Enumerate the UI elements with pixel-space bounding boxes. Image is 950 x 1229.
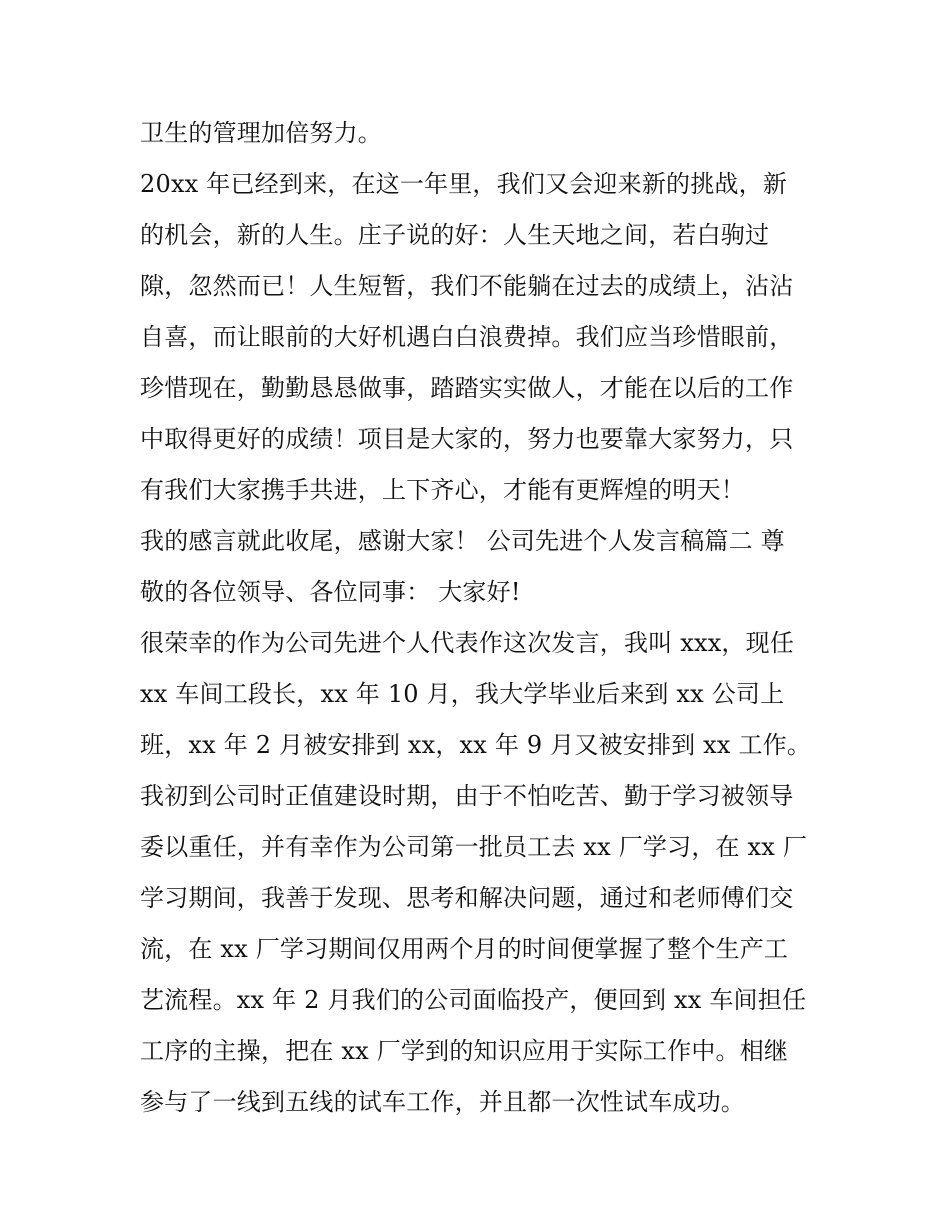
text-line: 很荣幸的作为公司先进个人代表作这次发言，我叫 xxx，现任 [140,629,795,657]
text-line: 隙，忽然而已！人生短暂，我们不能躺在过去的成绩上，沾沾 [140,272,794,300]
text-line: 艺流程。xx 年 2 月我们的公司面临投产，便回到 xx 车间担任 [140,986,807,1014]
text-line: 珍惜现在，勤勤恳恳做事，踏踏实实做人，才能在以后的工作 [140,374,794,402]
text-line: 参与了一线到五线的试车工作，并且都一次性试车成功。 [140,1088,745,1116]
text-line: 的机会，新的人生。庄子说的好：人生天地之间，若白驹过 [140,221,770,249]
text-line: 20xx 年已经到来，在这一年里，我们又会迎来新的挑战，新 [140,170,788,198]
document-body [140,108,830,1128]
text-line: 班，xx 年 2 月被安排到 xx，xx 年 9 月又被安排到 xx 工作。 [140,731,812,759]
text-line: 卫生的管理加倍努力。 [140,119,382,147]
text-line: 我的感言就此收尾，感谢大家！ 公司先进个人发言稿篇二 尊 [140,527,785,555]
text-line: 流，在 xx 厂学习期间仅用两个月的时间便掌握了整个生产工 [140,935,789,963]
text-line: 中取得更好的成绩！项目是大家的，努力也要靠大家努力，只 [140,425,794,453]
text-line: 自喜，而让眼前的大好机遇白白浪费掉。我们应当珍惜眼前， [140,323,794,351]
text-line: 委以重任，并有幸作为公司第一批员工去 xx 厂学习，在 xx 厂 [140,833,808,861]
text-line: 有我们大家携手共进，上下齐心，才能有更辉煌的明天！ [140,476,745,504]
text-line: 学习期间，我善于发现、思考和解决问题，通过和老师傅们交 [140,884,794,912]
text-line: 工序的主操，把在 xx 厂学到的知识应用于实际工作中。相继 [140,1037,789,1065]
text-line: 我初到公司时正值建设时期，由于不怕吃苦、勤于学习被领导 [140,782,794,810]
text-line: 敬的各位领导、各位同事： 大家好! [140,578,521,606]
text-line: xx 车间工段长，xx 年 10 月，我大学毕业后来到 xx 公司上 [140,680,785,708]
